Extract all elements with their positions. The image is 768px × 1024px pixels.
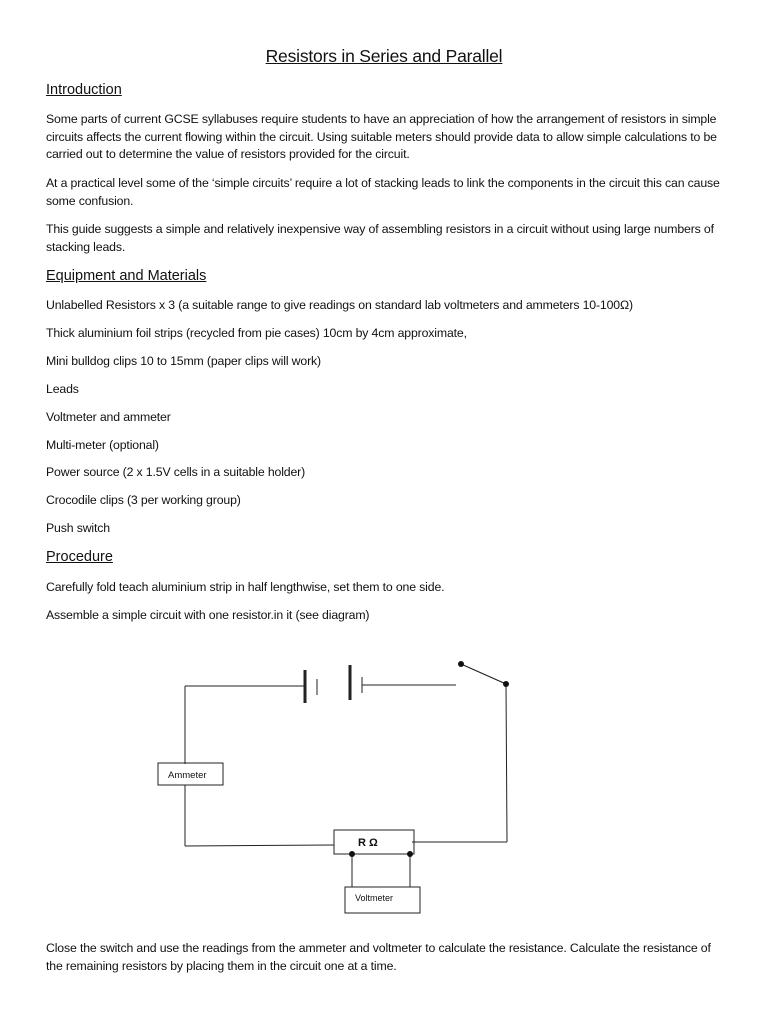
switch-terminal-right: [503, 681, 509, 687]
procedure-closing-paragraph: Close the switch and use the readings from the ammeter and voltmeter to calculate the resistance. Calculate the resistance of the remaining resistors by placing them in the circuit one at a time.: [46, 941, 711, 973]
switch-terminal-left: [458, 661, 464, 667]
procedure-heading: Procedure: [46, 549, 113, 565]
equipment-item: Unlabelled Resistors x 3 (a suitable range to give readings on standard lab voltmeters and ammeters 10-100Ω): [46, 298, 633, 312]
resistor-node-left: [349, 851, 355, 857]
introduction-heading: Introduction: [46, 82, 122, 98]
ammeter-label: Ammeter: [168, 770, 207, 781]
equipment-item: Multi-meter (optional): [46, 438, 159, 452]
equipment-item: Mini bulldog clips 10 to 15mm (paper clips will work): [46, 354, 321, 368]
equipment-item: Power source (2 x 1.5V cells in a suitable holder): [46, 465, 306, 479]
document-title: Resistors in Series and Parallel: [265, 46, 503, 66]
resistor-node-right: [407, 851, 413, 857]
procedure-step: Carefully fold teach aluminium strip in half lengthwise, set them to one side.: [46, 580, 445, 594]
introduction-paragraph-1: Some parts of current GCSE syllabuses require students to have an appreciation of how the arrangement of resistors in simple circuits affects the current flowing within the circuit. Using suitable meters should provide data to allow simple calculations to be carried out to determine the value of resistors provided for the circuit.: [46, 112, 717, 161]
wire-right: [506, 684, 507, 842]
equipment-heading: Equipment and Materials: [46, 268, 207, 284]
introduction-paragraph-2: At a practical level some of the ‘simple circuits’ require a lot of stacking leads to link the components in the circuit this can cause some confusion.: [46, 176, 720, 208]
voltmeter-label: Voltmeter: [355, 893, 394, 903]
wire-bottom-left: [185, 845, 334, 846]
equipment-item: Thick aluminium foil strips (recycled from pie cases) 10cm by 4cm approximate,: [46, 326, 467, 340]
introduction-paragraph-3: This guide suggests a simple and relatively inexpensive way of assembling resistors in a circuit without using large numbers of stacking leads.: [46, 222, 714, 254]
switch-arm: [461, 664, 506, 684]
equipment-item: Leads: [46, 382, 79, 396]
procedure-step: Assemble a simple circuit with one resistor.in it (see diagram): [46, 608, 370, 622]
resistor-label: R Ω: [358, 837, 378, 849]
equipment-item: Push switch: [46, 521, 110, 535]
equipment-item: Voltmeter and ammeter: [46, 410, 171, 424]
equipment-item: Crocodile clips (3 per working group): [46, 493, 241, 507]
